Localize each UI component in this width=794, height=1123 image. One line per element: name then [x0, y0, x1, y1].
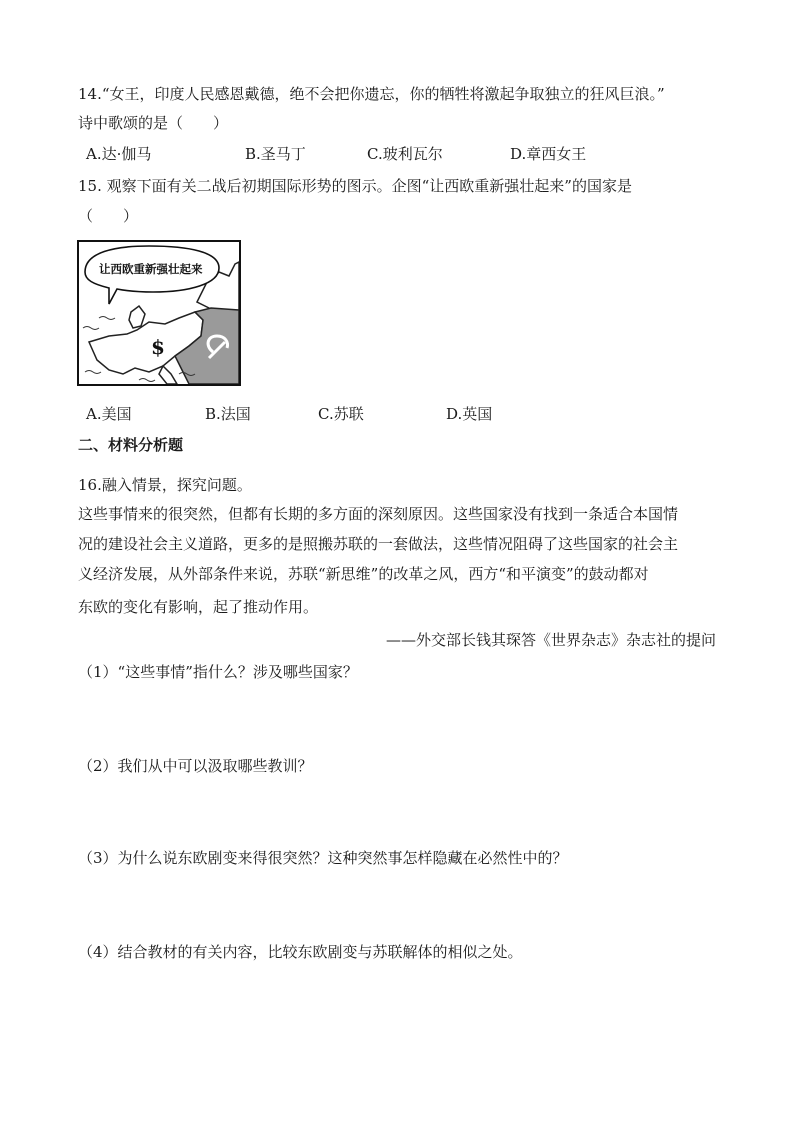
q16-material-line1: 这些事情来的很突然，但都有长期的多方面的深刻原因。这些国家没有找到一条适合本国情 — [78, 505, 679, 523]
q15-option-d: D.英国 — [446, 405, 493, 423]
cartoon-figure — [77, 240, 241, 386]
q15-option-a: A.美国 — [86, 405, 132, 423]
q14-option-b: B.圣马丁 — [245, 145, 306, 163]
cartoon-drawing — [79, 242, 239, 384]
section-title: 二、材料分析题 — [78, 436, 184, 454]
q14-option-a: A.达·伽马 — [86, 145, 152, 163]
q16-sub3: （3）为什么说东欧剧变来得很突然？这种突然事怎样隐藏在必然性中的？ — [78, 849, 568, 867]
speech-text: 让西欧重新强壮起来 — [99, 262, 203, 276]
q16-material-line4: 东欧的变化有影响，起了推动作用。 — [78, 598, 319, 616]
q16-source: ——外交部长钱其琛答《世界杂志》杂志社的提问 — [385, 631, 716, 649]
q16-sub1: （1）“这些事情”指什么？涉及哪些国家？ — [78, 663, 358, 681]
q15-stem-line1: 15. 观察下面有关二战后初期国际形势的图示。企图“让西欧重新强壮起来”的国家是 — [78, 177, 632, 195]
q16-sub4: （4）结合教材的有关内容，比较东欧剧变与苏联解体的相似之处。 — [78, 943, 523, 961]
q14-option-d: D.章西女王 — [510, 145, 587, 163]
q16-material-line2: 况的建设社会主义道路，更多的是照搬苏联的一套做法，这些情况阻碍了这些国家的社会主 — [78, 535, 679, 553]
dollar-symbol: $ — [151, 335, 165, 359]
q15-option-b: B.法国 — [205, 405, 251, 423]
q14-option-c: C.玻利瓦尔 — [367, 145, 443, 163]
q15-stem-line2: （ ） — [78, 207, 139, 225]
q15-option-c: C.苏联 — [318, 405, 364, 423]
q14-stem-line1: 14.“女王，印度人民感恩戴德，绝不会把你遗忘，你的牺牲将激起争取独立的狂风巨浪。” — [78, 85, 665, 103]
q16-material-line3: 义经济发展，从外部条件来说，苏联“新思维”的改革之风，西方“和平演变”的鼓动都对 — [78, 565, 649, 583]
q16-sub2: （2）我们从中可以汲取哪些教训？ — [78, 757, 313, 775]
q16-intro: 16.融入情景，探究问题。 — [78, 476, 252, 494]
q14-stem-line2: 诗中歌颂的是（ ） — [78, 114, 229, 132]
